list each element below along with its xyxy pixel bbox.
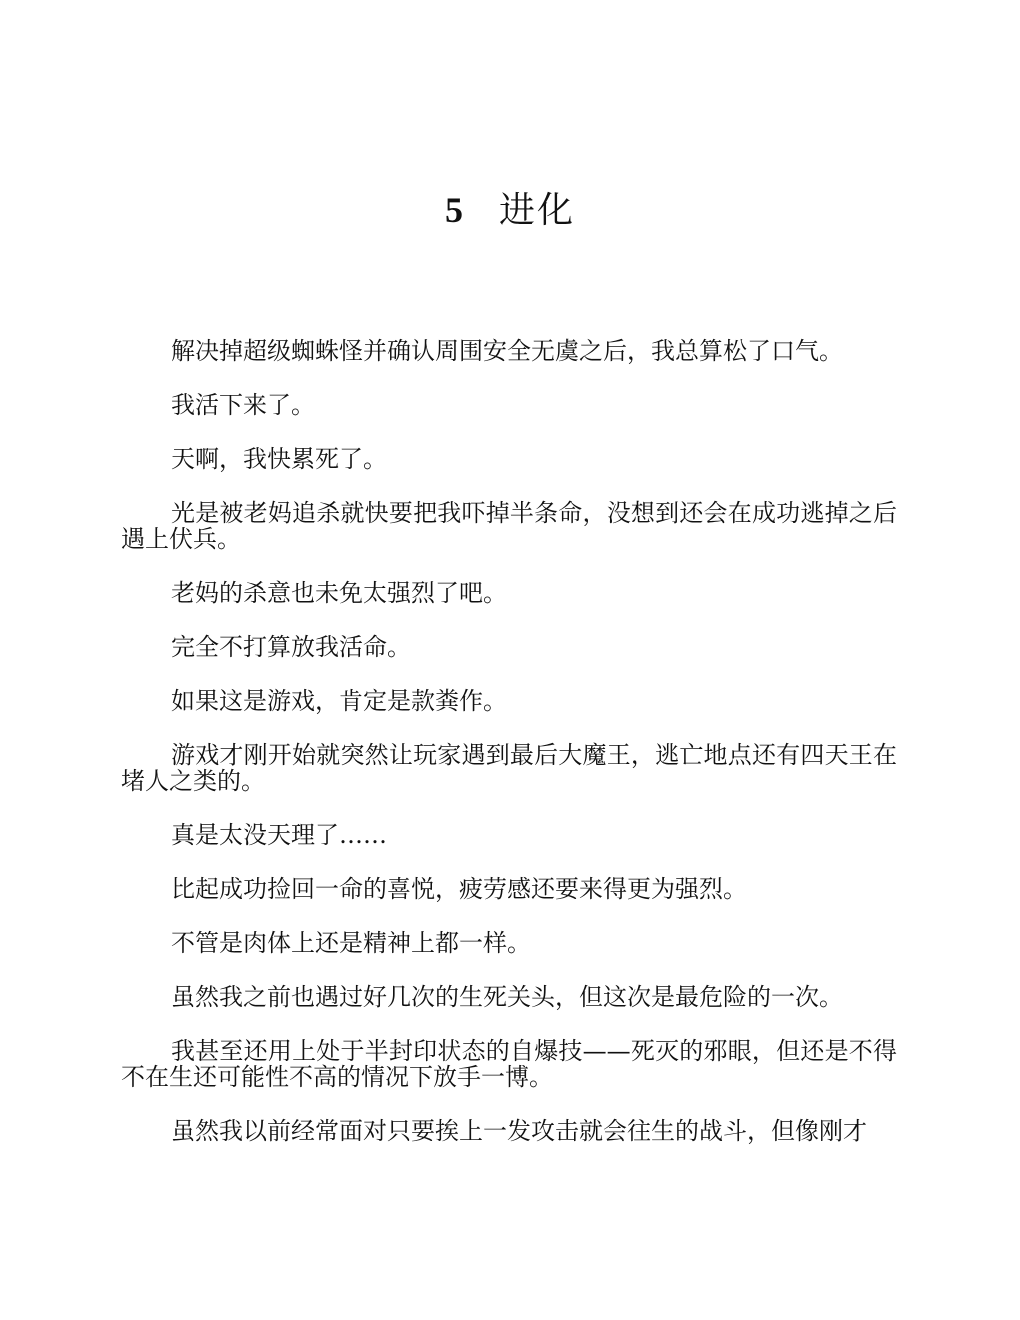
paragraph: 解决掉超级蜘蛛怪并确认周围安全无虞之后，我总算松了口气。 bbox=[171, 337, 843, 365]
paragraph: 老妈的杀意也未免太强烈了吧。 bbox=[171, 579, 507, 607]
paragraph: 不管是肉体上还是精神上都一样。 bbox=[171, 929, 531, 957]
paragraph: 比起成功捡回一命的喜悦，疲劳感还要来得更为强烈。 bbox=[171, 875, 747, 903]
chapter-title: 进化 bbox=[498, 190, 575, 232]
paragraph: 真是太没天理了…… bbox=[171, 821, 387, 849]
paragraph: 如果这是游戏，肯定是款粪作。 bbox=[171, 687, 507, 715]
paragraph: 完全不打算放我活命。 bbox=[171, 633, 411, 661]
chapter-number: 5 bbox=[444, 190, 465, 231]
chapter-heading bbox=[0, 186, 1020, 235]
paragraph: 我活下来了。 bbox=[171, 391, 315, 419]
paragraph: 天啊，我快累死了。 bbox=[171, 445, 387, 473]
paragraph: 我甚至还用上处于半封印状态的自爆技——死灭的邪眼，但还是不得不在生还可能性不高的情况下放手一博。 bbox=[121, 1037, 897, 1091]
chapter-body bbox=[121, 338, 897, 1172]
paragraph: 光是被老妈追杀就快要把我吓掉半条命，没想到还会在成功逃掉之后遇上伏兵。 bbox=[121, 499, 897, 553]
paragraph: 虽然我之前也遇过好几次的生死关头，但这次是最危险的一次。 bbox=[171, 983, 843, 1011]
paragraph: 虽然我以前经常面对只要挨上一发攻击就会往生的战斗，但像刚才 bbox=[171, 1117, 867, 1145]
paragraph: 游戏才刚开始就突然让玩家遇到最后大魔王，逃亡地点还有四天王在堵人之类的。 bbox=[121, 741, 897, 795]
